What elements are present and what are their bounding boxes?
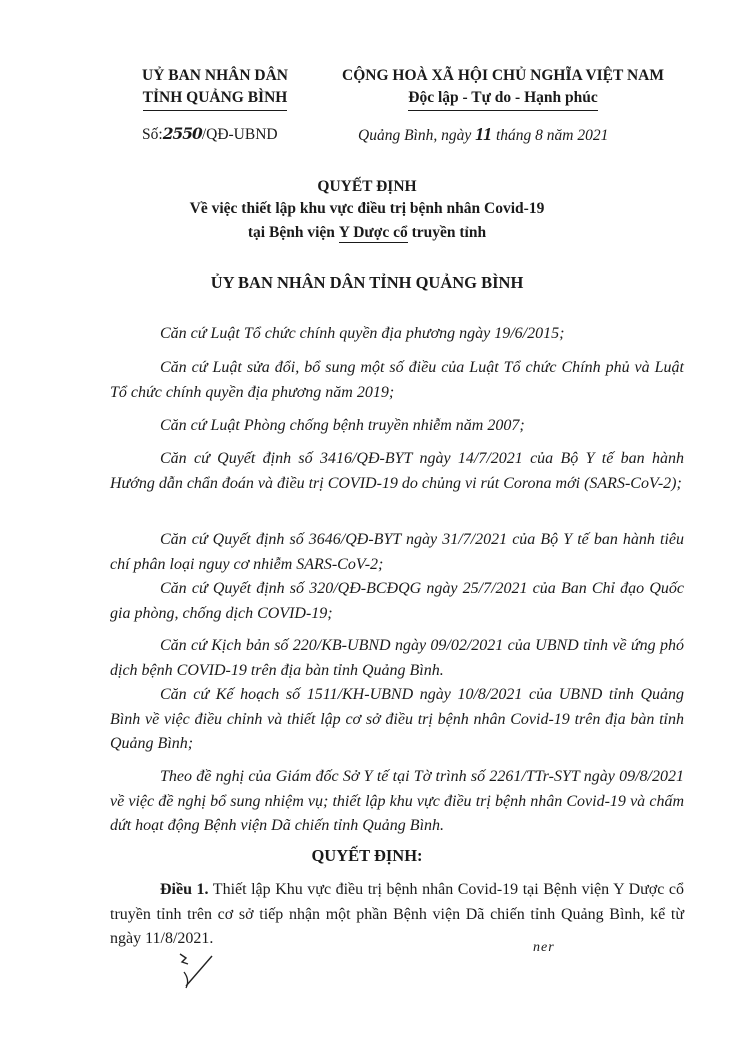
article-1-label: Điều 1. [160,881,209,898]
date-prefix: Quảng Bình, ngày [358,127,476,144]
decision-heading: QUYẾT ĐỊNH: [311,846,423,865]
date-place [358,124,608,145]
doc-suffix: /QĐ-UBND [201,126,278,143]
ground-7: Căn cứ Kịch bản số 220/KB-UBND ngày 09/02/2021 của UBND tỉnh về ứng phó dịch bệnh COVID-19 trên địa bàn tỉnh Quảng Bình. [110,637,684,679]
authority-line-1: UỶ BAN NHÂN DÂN [142,67,288,84]
authority-heading: ỦY BAN NHÂN DÂN TỈNH QUẢNG BÌNH [210,273,524,292]
subject-part-1: tại Bệnh viện [247,224,339,241]
subject-part-2-underlined: Y Dược cổ [338,224,408,241]
doc-prefix: Số: [142,126,163,143]
doc-number-handwritten: 2550 [162,124,202,143]
decision-title: QUYẾT ĐỊNH [317,178,417,195]
ground-8: Căn cứ Kế hoạch số 1511/KH-UBND ngày 10/8/2021 của UBND tỉnh Quảng Bình về việc điều chỉnh và thiết lập cơ sở điều trị bệnh nhân Covid-19 trên địa bàn tỉnh Quảng Bình; [110,686,684,752]
ground-1: Căn cứ Luật Tổ chức chính quyền địa phương ngày 19/6/2015; [160,325,565,342]
ground-4: Căn cứ Quyết định số 3416/QĐ-BYT ngày 14/7/2021 của Bộ Y tế ban hành Hướng dẫn chẩn đoán và điều trị COVID-19 do chủng vi rút Corona mới (SARS-CoV-2); [110,450,684,492]
motto: Độc lập - Tự do - Hạnh phúc [408,87,597,111]
decision-subject-line-1: Về việc thiết lập khu vực điều trị bệnh nhân Covid-19 [189,200,545,217]
date-suffix: tháng 8 năm 2021 [492,127,609,144]
ground-2: Căn cứ Luật sửa đổi, bổ sung một số điều của Luật Tổ chức Chính phủ và Luật Tổ chức chính quyền địa phương năm 2019; [110,359,684,401]
ground-3: Căn cứ Luật Phòng chống bệnh truyền nhiễm năm 2007; [160,417,525,434]
ground-6: Căn cứ Quyết định số 320/QĐ-BCĐQG ngày 25/7/2021 của Ban Chỉ đạo Quốc gia phòng, chống dịch COVID-19; [110,580,684,622]
subject-part-3: truyền tỉnh [407,224,487,241]
signature-mark [176,950,216,997]
ground-5: Căn cứ Quyết định số 3646/QĐ-BYT ngày 31/7/2021 của Bộ Y tế ban hành tiêu chí phân loại nguy cơ nhiễm SARS-CoV-2; [110,531,684,573]
initials-handwritten: ner [533,940,555,955]
date-day-handwritten: 11 [475,124,493,144]
article-1-text: Thiết lập Khu vực điều trị bệnh nhân Covid-19 tại Bệnh viện Y Dược cổ truyền tỉnh trên cơ sở tiếp nhận một phần Bệnh viện Dã chiến tỉnh Quảng Bình, kể từ ngày 11/8/2021. [110,881,684,947]
national-motto [318,65,688,111]
issuing-authority [100,65,330,111]
authority-line-2: TỈNH QUẢNG BÌNH [143,87,288,111]
nation-name: CỘNG HOÀ XÃ HỘI CHỦ NGHĨA VIỆT NAM [342,67,664,84]
document-number [142,124,278,144]
decision-subject-line-2 [0,224,734,243]
ground-9-proposal: Theo đề nghị của Giám đốc Sở Y tế tại Tờ trình số 2261/TTr-SYT ngày 09/8/2021 về việc đề nghị bổ sung nhiệm vụ; thiết lập khu vực điều trị bệnh nhân Covid-19 và chấm dứt hoạt động Bệnh viện Dã chiến tỉnh Quảng Bình. [110,768,684,834]
article-1 [110,878,684,952]
